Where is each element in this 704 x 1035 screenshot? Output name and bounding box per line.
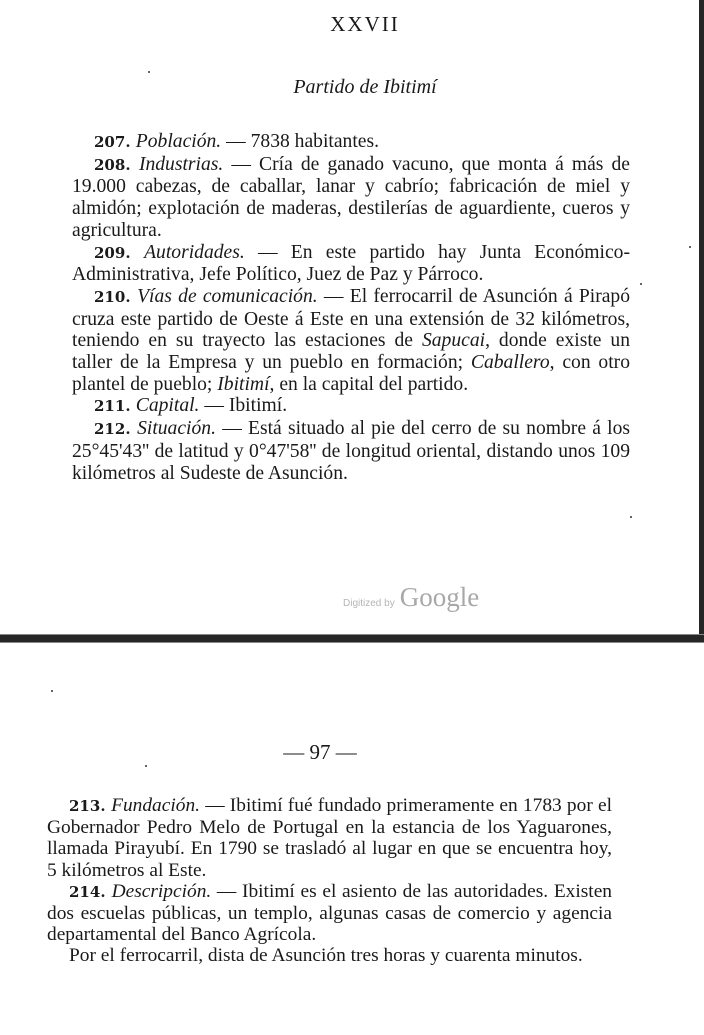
place-name: Caballero [470,352,550,374]
entry-body: , en la capital del partido. [269,373,469,395]
entry-title: Autoridades. [144,241,245,263]
scan-speck [51,690,53,692]
scan-speck [145,765,147,767]
chapter-heading: XXVII [330,12,400,36]
entry-body: — Está situado al pie del cerro de su nombre á los 25°45'43'' de latitud y 0°47'58'' de longitud oriental, distando unos 109 kilómetros al Sudeste de Asunción. [72,418,631,484]
entry-210: 210. Vías de comunicación. — El ferrocarril de Asunción á Pirapó cruza este partido de Oeste á Este en una extensión de 32 kilómetros, teniendo en su trayecto las estaciones de Sapucai, donde existe un taller de la Empresa y un pueblo en formación; Caballero, con otro plantel de pueblo; Ibitimí, en la capital del partido. [72,285,631,395]
entry-body: , donde existe un taller de la Empresa y un pueblo en formación; [72,330,631,374]
entry-body: — Ibitimí es el asiento de las autoridades. Existen dos escuelas públicas, un templo, algunas casas de comercio y agencia departamental del Banco Agrícola. [47,880,612,946]
digitized-by-google-watermark [343,582,479,613]
entry-body: — Cría de ganado vacuno, que monta á más de 19.000 cabezas, de caballar, lanar y cabrío; fabricación de miel y almidón; explotación de maderas, destilerías de aguardiente, cueros y agricultura. [72,153,630,241]
entry-213: 213. Fundación. — Ibitimí fué fundado primeramente en 1783 por el Gobernador Pedro Melo de Portugal en la estancia de los Yaguarones, llamada Pirayubí. En 1790 se trasladó al lugar en que se encuentra hoy, 5 kilómetros al Este. [47,795,612,881]
entry-title: Industrias. [138,153,224,175]
body-text [47,795,612,967]
place-name: Ibitimí [217,373,270,395]
entry-211: 211. Capital. — Ibitimí. [94,395,288,417]
scan-speck [689,246,691,248]
entry-body: — Ibitimí fué fundado primeramente en 1783 por el Gobernador Pedro Melo de Portugal en la estancia de los Yaguarones, llamada Pirayubí. En 1790 se trasladó al lugar en que se encuentra hoy, 5 kilómetros al Este. [47,795,612,881]
entry-title: Descripción. [111,880,212,902]
scan-speck [640,283,642,285]
entry-number: 207 [94,133,126,151]
entry-title: Situación. [137,418,216,440]
body-text [72,131,630,484]
section-title: Partido de Ibitimí [293,76,437,98]
entry-number: 212 [94,420,126,439]
entry-number: 208 [94,155,126,174]
entry-body: , con otro plantel de pueblo; [72,352,630,395]
page-number: — 97 — [283,740,357,764]
google-logo-text: Google [399,582,480,612]
closing-paragraph: Por el ferrocarril, dista de Asunción tres horas y cuarenta minutos. [69,945,583,967]
entry-title: Capital. [135,395,200,417]
place-name: Sapucai [421,330,486,352]
entry-title: Población. [135,131,222,152]
entry-body: — En este partido hay Junta Económico-Administrativa, Jefe Político, Juez de Paz y Párroco. [72,241,630,286]
page-separator-band [0,634,704,643]
entry-214: 214. Descripción. — Ibitimí es el asiento de las autoridades. Existen dos escuelas públicas, un templo, algunas casas de comercio y agencia departamental del Banco Agrícola. [47,880,612,946]
entry-207: 207. Población. — 7838 habitantes. [94,131,380,152]
entry-body: — 7838 habitantes. [221,131,380,152]
entry-body: — El ferrocarril de Asunción á Pirapó cruza este partido de Oeste á Este en una extensión de 32 kilómetros, teniendo en su trayecto las estaciones de [72,285,631,352]
entry-title: Vías de comunicación. [137,285,318,307]
entry-209: 209. Autoridades. — En este partido hay Junta Económico-Administrativa, Jefe Político, Juez de Paz y Párroco. [72,241,630,286]
entry-number: 209 [94,243,126,262]
page-97-bottom-scan [0,645,704,1035]
watermark-small-text: Digitized by [343,598,395,609]
entry-number: 213 [69,797,101,815]
scan-speck [630,516,632,518]
entry-number: 211 [94,397,126,416]
entry-208: 208. Industrias. — Cría de ganado vacuno, que monta á más de 19.000 cabezas, de caballar, lanar y cabrío; fabricación de miel y almidón; explotación de maderas, destilerías de aguardiente, cueros y agricultura. [72,153,630,241]
entry-212: 212. Situación. — Está situado al pie del cerro de su nombre á los 25°45'43'' de latitud y 0°47'58'' de longitud oriental, distando unos 109 kilómetros al Sudeste de Asunción. [72,418,631,484]
entry-body: — Ibitimí. [199,395,288,417]
entry-number: 214 [69,882,101,901]
entry-number: 210 [94,287,126,306]
scan-speck [148,71,150,73]
entry-title: Fundación. [111,795,200,816]
